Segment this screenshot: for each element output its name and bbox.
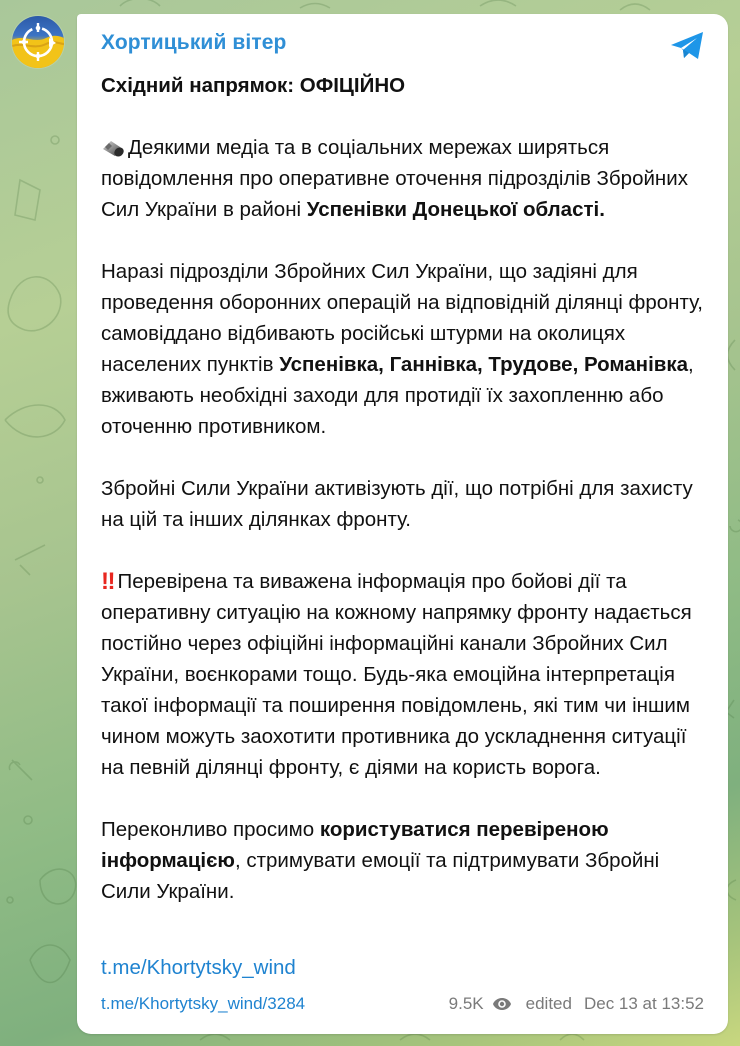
double-exclamation-icon: ‼ (101, 568, 113, 595)
message-title: Східний напрямок: ОФІЦІЙНО (101, 74, 406, 97)
speaker-icon (101, 135, 125, 157)
eye-icon (492, 997, 512, 1011)
channel-name[interactable]: Хортицький вітер (101, 31, 287, 54)
paragraph-warning-text: Перевірена та виважена інформація про бойові дії та оперативну ситуацію на кожному напрямку фронту надається постійно через офіційні інформаційні канали Збройних Сил України, воєнкорами тощо. Будь-яка емоційна інтерпретація такої інформації та поширення повідомлень, які тим чи іншим чином можуть заохотити противника до ускладнення ситуації на певній ділянці фронту, є діями на користь ворога. (101, 570, 692, 779)
paragraph-appeal (101, 814, 711, 907)
crosshair-ukraine-flag-avatar (12, 16, 64, 68)
views-count: 9.5K (448, 994, 484, 1013)
edited-label: edited (525, 994, 572, 1013)
paragraph-rumors-text: Деякими медіа та в соціальних мережах ширяться повідомлення про оперативне оточення підрозділів Збройних Сил України в районі (101, 136, 688, 221)
paragraph-situation-text-b: , вживають необхідні заходи для протидії їх захопленню або оточенню противником. (101, 353, 694, 438)
message-meta (449, 994, 704, 1014)
message-timestamp: Dec 13 at 13:52 (583, 994, 704, 1013)
telegram-paper-plane-icon[interactable] (670, 31, 706, 61)
paragraph-situation (101, 256, 711, 442)
message-bubble (77, 14, 728, 1034)
post-link[interactable]: t.me/Khortytsky_wind/3284 (101, 994, 306, 1013)
paragraph-appeal-text-b: , стримувати емоції та підтримувати Збройні Сили України. (101, 849, 660, 903)
paragraph-activation: Збройні Сили України активізують дії, що потрібні для захисту на цій та інших ділянках фронту. (101, 477, 693, 531)
paragraph-rumors-bold: Успенівки Донецької області. (306, 198, 605, 221)
paragraph-situation-text-a: Наразі підрозділи Збройних Сил України, що задіяні для проведення оборонних операцій на відповідній ділянці фронту, самовіддано відбивають російські штурми на околицях населених пунктів (101, 260, 703, 376)
channel-avatar[interactable] (12, 16, 64, 68)
paragraph-rumors (101, 132, 711, 225)
message-body (101, 70, 711, 907)
message-footer (101, 991, 704, 1017)
paragraph-warning (101, 566, 711, 783)
channel-link[interactable]: t.me/Khortytsky_wind (101, 956, 296, 979)
paragraph-appeal-bold: користуватися перевіреною інформацією (101, 818, 609, 872)
paragraph-appeal-text-a: Переконливо просимо (101, 818, 320, 841)
paragraph-situation-bold: Успенівка, Ганнівка, Трудове, Романівка (279, 353, 689, 376)
